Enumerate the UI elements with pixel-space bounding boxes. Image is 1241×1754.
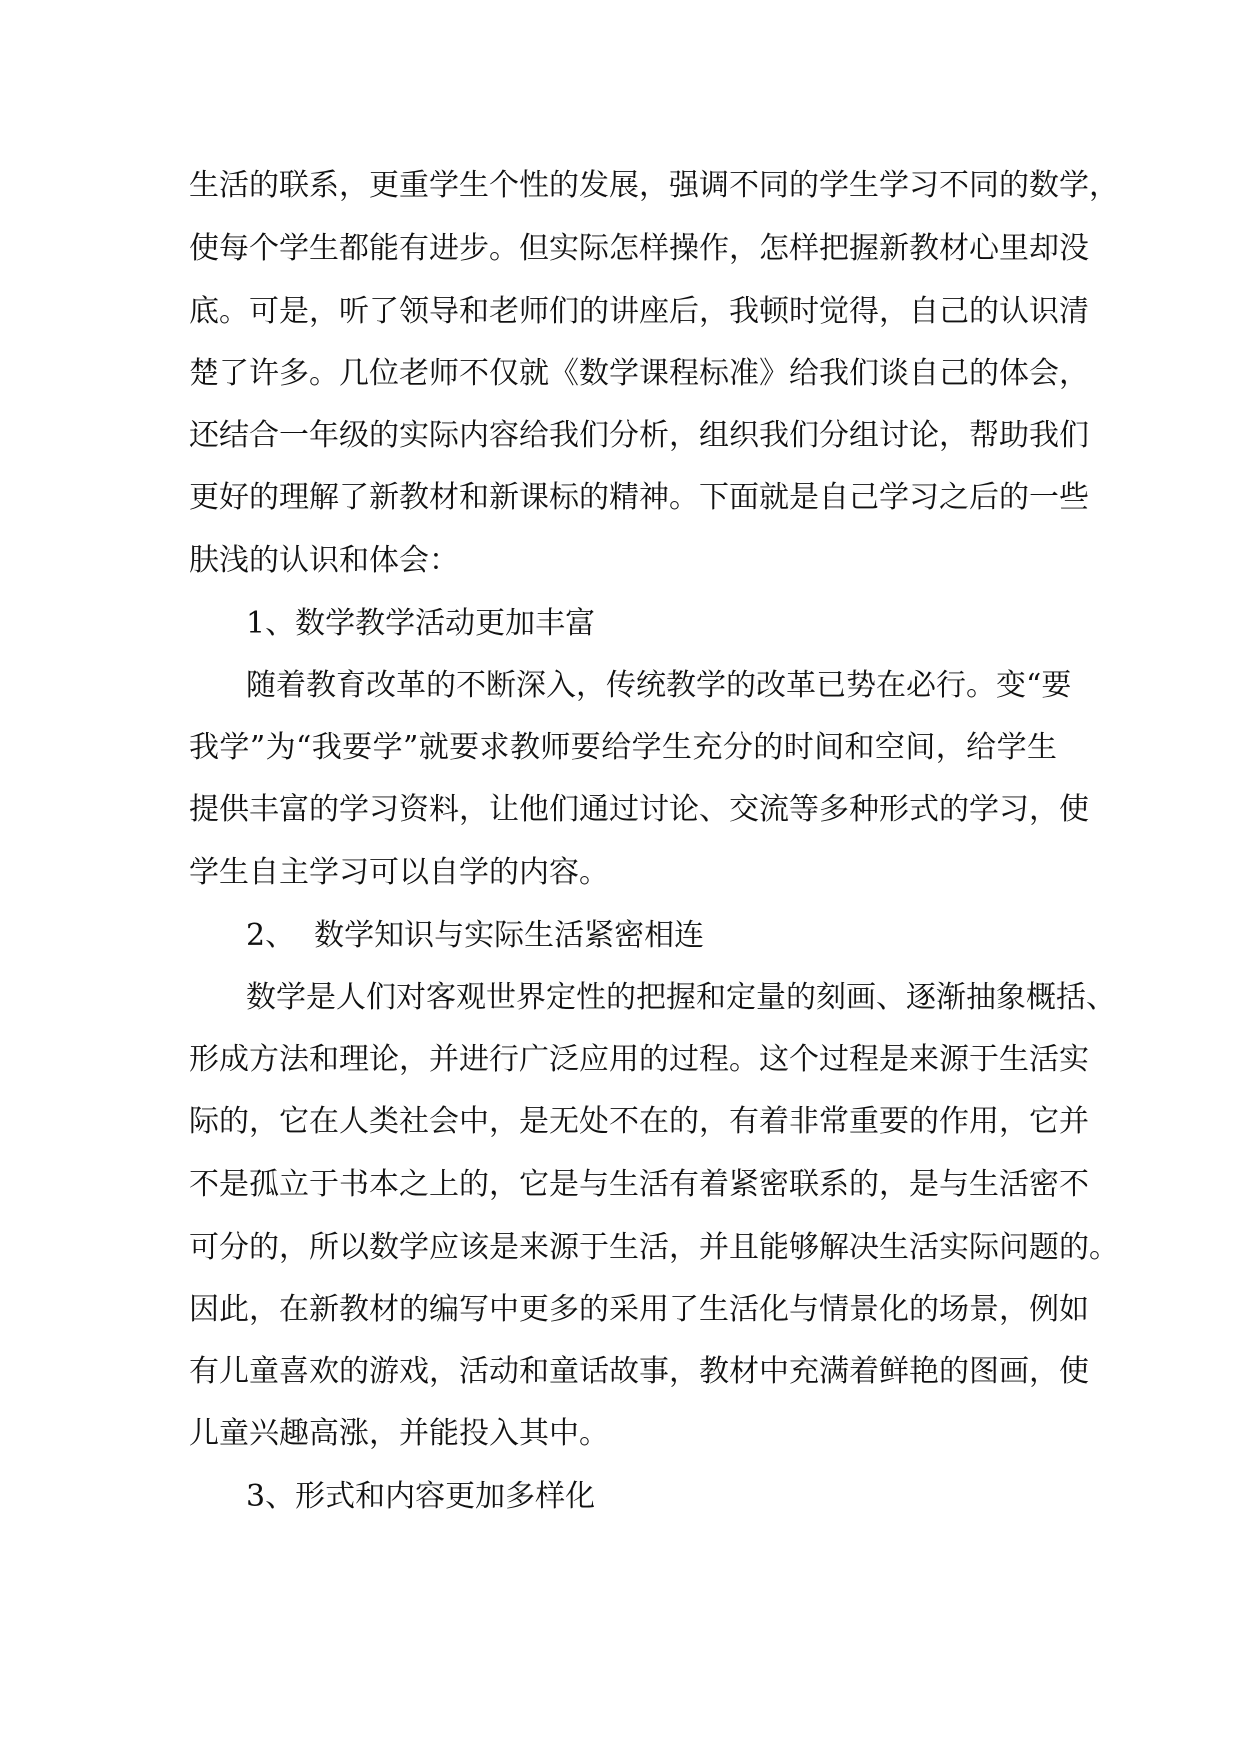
text-line-content: 使每个学生都能有进步。但实际怎样操作，怎样把握新教材心里却没 [189, 231, 1089, 266]
text-line [0, 1218, 1241, 1278]
text-line [0, 1155, 1241, 1215]
text-line [0, 344, 1241, 404]
text-line [0, 780, 1241, 840]
text-line [0, 843, 1241, 903]
section-heading-text: 3、形式和内容更加多样化 [246, 1479, 596, 1514]
text-line [0, 1030, 1241, 1090]
text-line [0, 406, 1241, 466]
text-line-content: 形成方法和理论，并进行广泛应用的过程。这个过程是来源于生活实 [189, 1042, 1089, 1077]
text-line-content: 还结合一年级的实际内容给我们分析，组织我们分组讨论，帮助我们 [189, 418, 1089, 453]
text-line-content: 肤浅的认识和体会： [189, 543, 459, 578]
text-line [0, 531, 1241, 591]
text-line-content: 提供丰富的学习资料，让他们通过讨论、交流等多种形式的学习，使 [189, 792, 1089, 827]
text-line-content: 数学是人们对客观世界定性的把握和定量的刻画、逐渐抽象概括、 [246, 980, 1116, 1015]
text-line-content: 我学”为“我要学”就要求教师要给学生充分的时间和空间，给学生 [189, 730, 1057, 765]
section-heading [0, 594, 1241, 654]
text-line-content: 学生自主学习可以自学的内容。 [189, 855, 609, 890]
section-heading [0, 1467, 1241, 1527]
text-line-content: 楚了许多。几位老师不仅就《数学课程标准》给我们谈自己的体会， [189, 356, 1089, 391]
text-line-content: 际的，它在人类社会中，是无处不在的，有着非常重要的作用，它并 [189, 1104, 1089, 1139]
text-line [0, 1404, 1241, 1464]
text-line-content: 儿童兴趣高涨，并能投入其中。 [189, 1416, 609, 1451]
section-heading [0, 906, 1241, 966]
text-line [0, 1092, 1241, 1152]
text-line [0, 1280, 1241, 1340]
text-line [0, 718, 1241, 778]
text-line-content: 可分的，所以数学应该是来源于生活，并且能够解决生活实际问题的。 [189, 1230, 1119, 1265]
text-line-content: 底。可是，听了领导和老师们的讲座后，我顿时觉得，自己的认识清 [189, 294, 1089, 329]
text-line-content: 因此，在新教材的编写中更多的采用了生活化与情景化的场景，例如 [189, 1292, 1089, 1327]
text-line [0, 968, 1241, 1028]
text-line [0, 468, 1241, 528]
section-heading-text: 1、数学教学活动更加丰富 [246, 606, 596, 641]
text-line-content: 随着教育改革的不断深入，传统教学的改革已势在必行。变“要 [246, 668, 1072, 703]
text-line [0, 656, 1241, 716]
text-line-content: 不是孤立于书本之上的，它是与生活有着紧密联系的，是与生活密不 [189, 1167, 1089, 1202]
text-line [0, 1342, 1241, 1402]
text-line [0, 219, 1241, 279]
text-line-content: 生活的联系，更重学生个性的发展，强调不同的学生学习不同的数学， [189, 168, 1119, 203]
text-line-content: 有儿童喜欢的游戏，活动和童话故事，教材中充满着鲜艳的图画，使 [189, 1354, 1089, 1389]
text-line-content: 更好的理解了新教材和新课标的精神。下面就是自己学习之后的一些 [189, 480, 1089, 515]
text-line [0, 156, 1241, 216]
text-line [0, 282, 1241, 342]
section-heading-text: 2、 数学知识与实际生活紧密相连 [246, 918, 705, 953]
